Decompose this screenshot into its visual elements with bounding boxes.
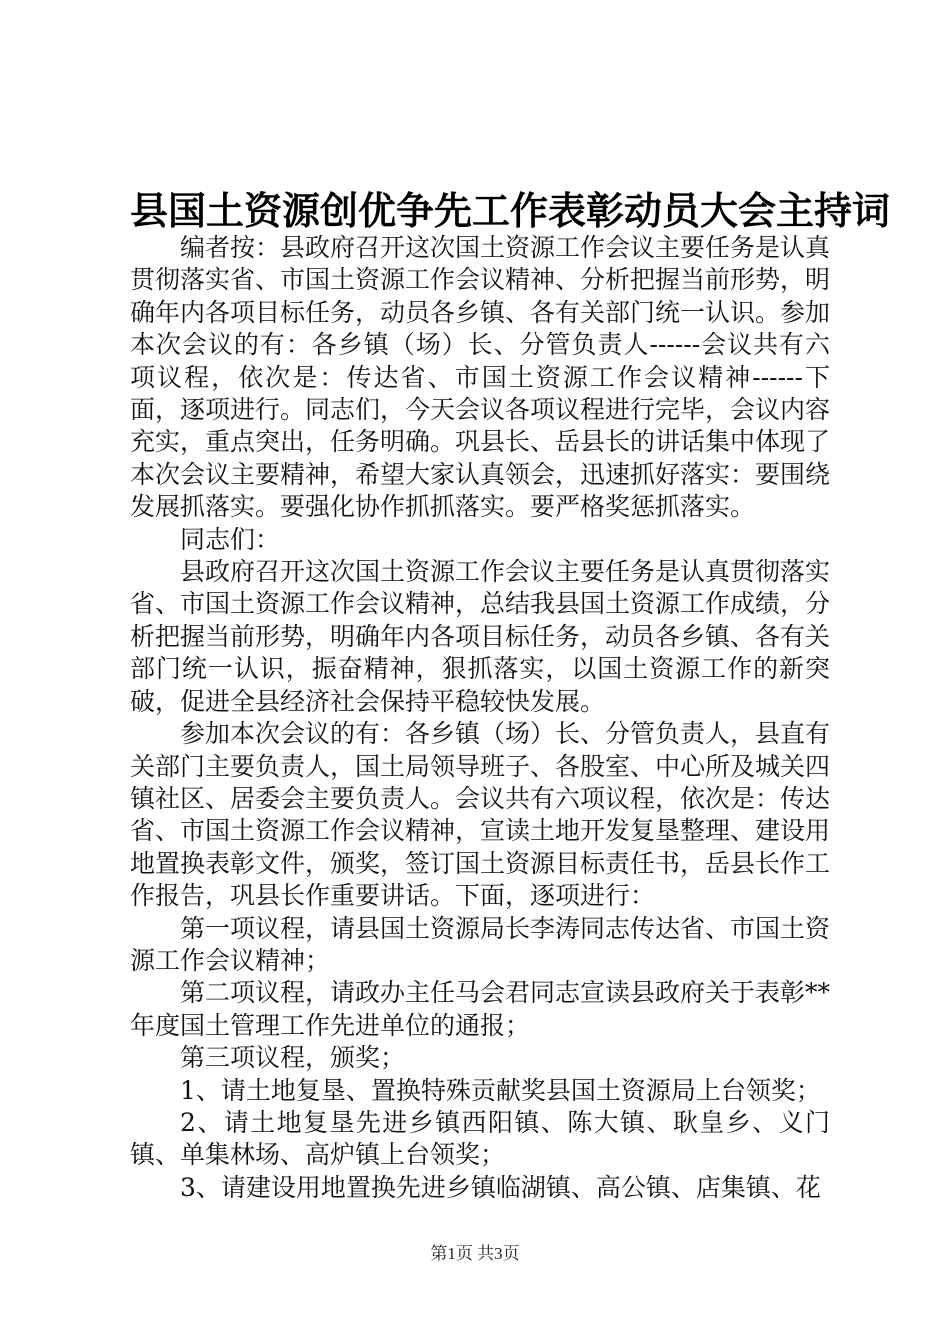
paragraph-agenda-item-3: 第三项议程，颁奖；: [180, 1043, 406, 1073]
document-title: 县国土资源创优争先工作表彰动员大会主持词: [130, 188, 891, 233]
paragraph-attendees-agenda: 参加本次会议的有：各乡镇（场）长、分管负责人，县直有关部门主要负责人，国土局领导班子、各股室、中心所及城关四镇社区、居委会主要负责人。会议共有六项议程，依次是：传达省、市国土资源工作会议精神，宣读土地开发复垦整理、建设用地置换表彰文件，颁奖，签订国土资源目标责任书，岳县长作工作报告，巩县长作重要讲话。下面，逐项进行：: [130, 719, 831, 911]
paragraph-salutation: 同志们：: [180, 524, 281, 554]
paragraph-meeting-purpose: 县政府召开这次国土资源工作会议主要任务是认真贯彻落实省、市国土资源工作会议精神，总结我县国土资源工作成绩，分析把握当前形势，明确年内各项目标任务，动员各乡镇、各有关部门统一认识，振奋精神，狠抓落实，以国土资源工作的新突破，促进全县经济社会保持平稳较快发展。: [130, 557, 831, 716]
paragraph-award-1: 1、请土地复垦、置换特殊贡献奖县国土资源局上台领奖；: [180, 1075, 821, 1105]
paragraph-award-3: 3、请建设用地置换先进乡镇临湖镇、高公镇、店集镇、花: [180, 1172, 821, 1202]
paragraph-agenda-item-2: 第二项议程，请政办主任马会君同志宣读县政府关于表彰**年度国土管理工作先进单位的通报；: [130, 978, 831, 1040]
paragraph-editor-note: 编者按：县政府召开这次国土资源工作会议主要任务是认真贯彻落实省、市国土资源工作会议精神、分析把握当前形势，明确年内各项目标任务，动员各乡镇、各有关部门统一认识。参加本次会议的有：各乡镇（场）长、分管负责人------会议共有六项议程，依次是：传达省、市国土资源工作会议精神------下面，逐项进行。同志们，今天会议各项议程进行完毕，会议内容充实，重点突出，任务明确。巩县长、岳县长的讲话集中体现了本次会议主要精神，希望大家认真领会，迅速抓好落实：要围绕发展抓落实。要强化协作抓抓落实。要严格奖惩抓落实。: [130, 233, 831, 522]
page-number-footer: 第1页 共3页: [430, 1244, 520, 1263]
document-body: [130, 232, 830, 1204]
paragraph-agenda-item-1: 第一项议程，请县国土资源局长李涛同志传达省、市国土资源工作会议精神；: [130, 913, 831, 975]
paragraph-award-2: 2、请土地复垦先进乡镇西阳镇、陈大镇、耿皇乡、义门镇、单集林场、高炉镇上台领奖；: [130, 1107, 830, 1170]
